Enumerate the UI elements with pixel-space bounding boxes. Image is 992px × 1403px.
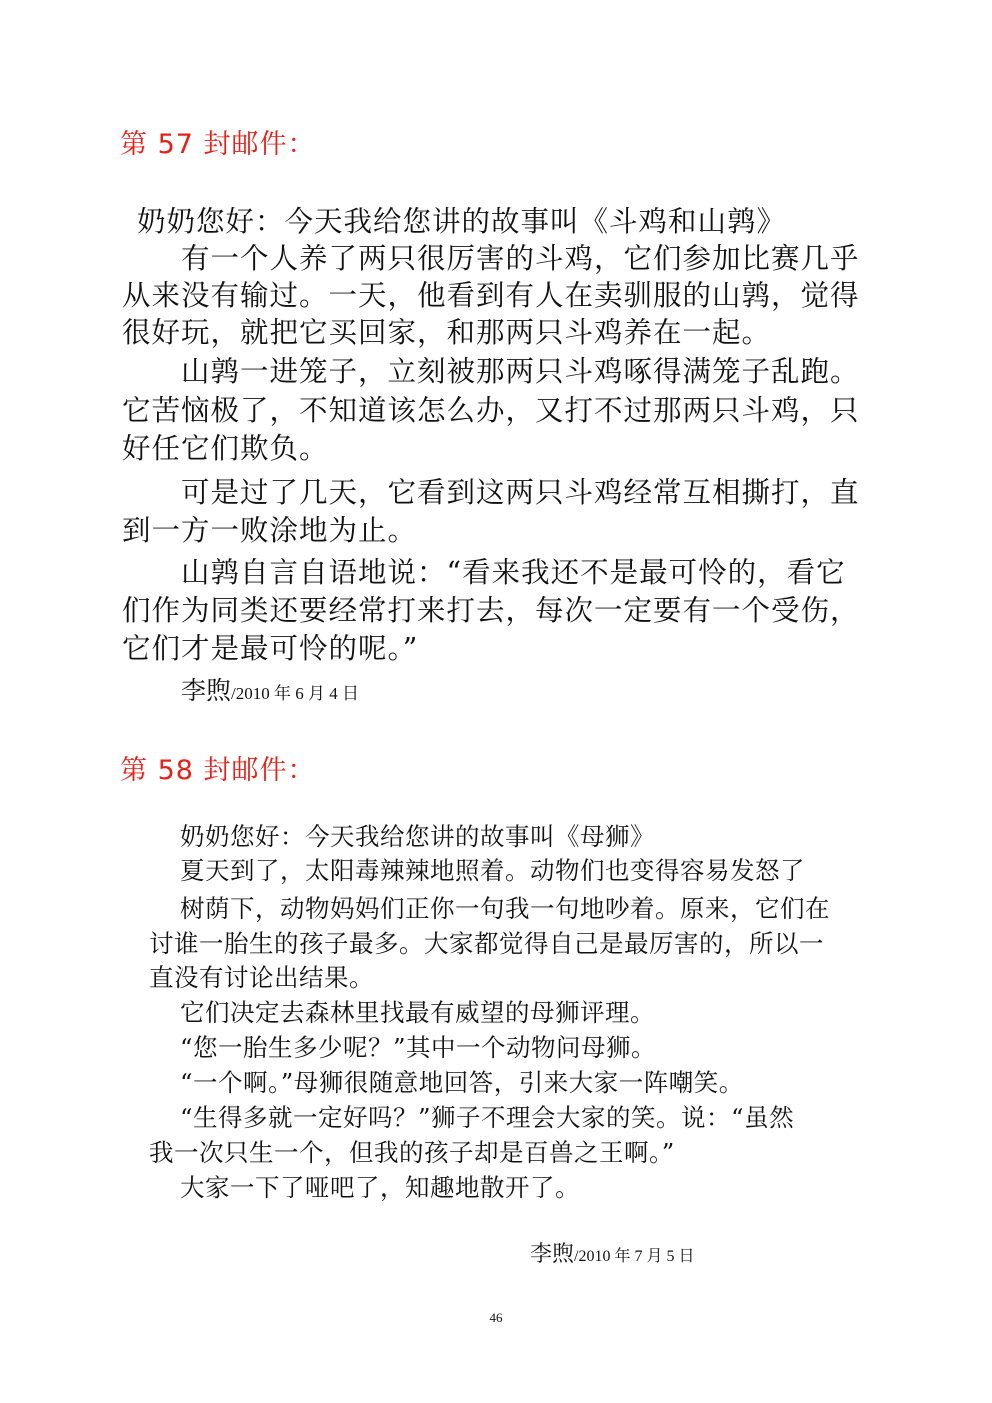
letter-58-signature <box>530 1237 694 1268</box>
letter-58-line: 讨谁一胎生的孩子最多。大家都觉得自己是最厉害的，所以一 <box>149 929 824 958</box>
letter-57-line: 山鹑一进笼子，立刻被那两只斗鸡啄得满笼子乱跑。 <box>181 355 860 388</box>
letter-57-line: 很好玩，就把它买回家，和那两只斗鸡养在一起。 <box>122 316 772 349</box>
letter-58-line: 大家一下了哑吧了，知趣地散开了。 <box>180 1173 580 1202</box>
letter-58-line: “一个啊。”母狮很随意地回答，引来大家一阵嘲笑。 <box>180 1068 744 1097</box>
letter-57-line: 有一个人养了两只很厉害的斗鸡，它们参加比赛几乎 <box>181 242 860 275</box>
letter-57-line: 可是过了几天，它看到这两只斗鸡经常互相撕打，直 <box>181 476 860 509</box>
page-number: 46 <box>489 1310 503 1325</box>
letter-57-line: 奶奶您好：今天我给您讲的故事叫《斗鸡和山鹑》 <box>137 205 787 238</box>
letter-57-line: 它们才是最可怜的呢。” <box>122 632 419 665</box>
signature-date: /2010 年 6 月 4 日 <box>231 684 359 703</box>
letter-57-signature <box>181 671 359 707</box>
letter-58-line: 树荫下，动物妈妈们正你一句我一句地吵着。原来，它们在 <box>180 894 830 923</box>
letter-58-line: 奶奶您好：今天我给您讲的故事叫《母狮》 <box>180 822 655 851</box>
letter-58-line: “您一胎生多少呢？”其中一个动物问母狮。 <box>180 1033 657 1062</box>
letter-58-line: “生得多就一定好吗？”狮子不理会大家的笑。说：“虽然 <box>180 1103 795 1132</box>
letter-58-heading: 第 58 封邮件： <box>120 755 316 786</box>
letter-57-line: 山鹑自言自语地说：“看来我还不是最可怜的，看它 <box>181 556 846 589</box>
letter-57-line: 到一方一败涂地为止。 <box>122 514 418 547</box>
letter-58-line: 夏天到了，太阳毒辣辣地照着。动物们也变得容易发怒了 <box>180 856 805 885</box>
letter-57-line: 它苦恼极了，不知道该怎么办，又打不过那两只斗鸡，只 <box>122 394 860 427</box>
letter-57-line: 从来没有输过。一天，他看到有人在卖驯服的山鹑，觉得 <box>122 279 860 312</box>
letter-58-line: 直没有讨论出结果。 <box>149 963 374 992</box>
signature-name: 李煦 <box>530 1242 575 1267</box>
letter-58-line: 它们决定去森林里找最有威望的母狮评理。 <box>180 998 655 1027</box>
signature-date: /2010 年 7 月 5 日 <box>574 1248 695 1265</box>
letter-57-line: 们作为同类还要经常打来打去，每次一定要有一个受伤， <box>122 594 860 627</box>
letter-57-heading: 第 57 封邮件： <box>120 129 316 160</box>
signature-name: 李煦 <box>181 676 232 705</box>
letter-58-line: 我一次只生一个，但我的孩子却是百兽之王啊。” <box>149 1138 675 1167</box>
letter-57-line: 好任它们欺负。 <box>122 432 329 465</box>
